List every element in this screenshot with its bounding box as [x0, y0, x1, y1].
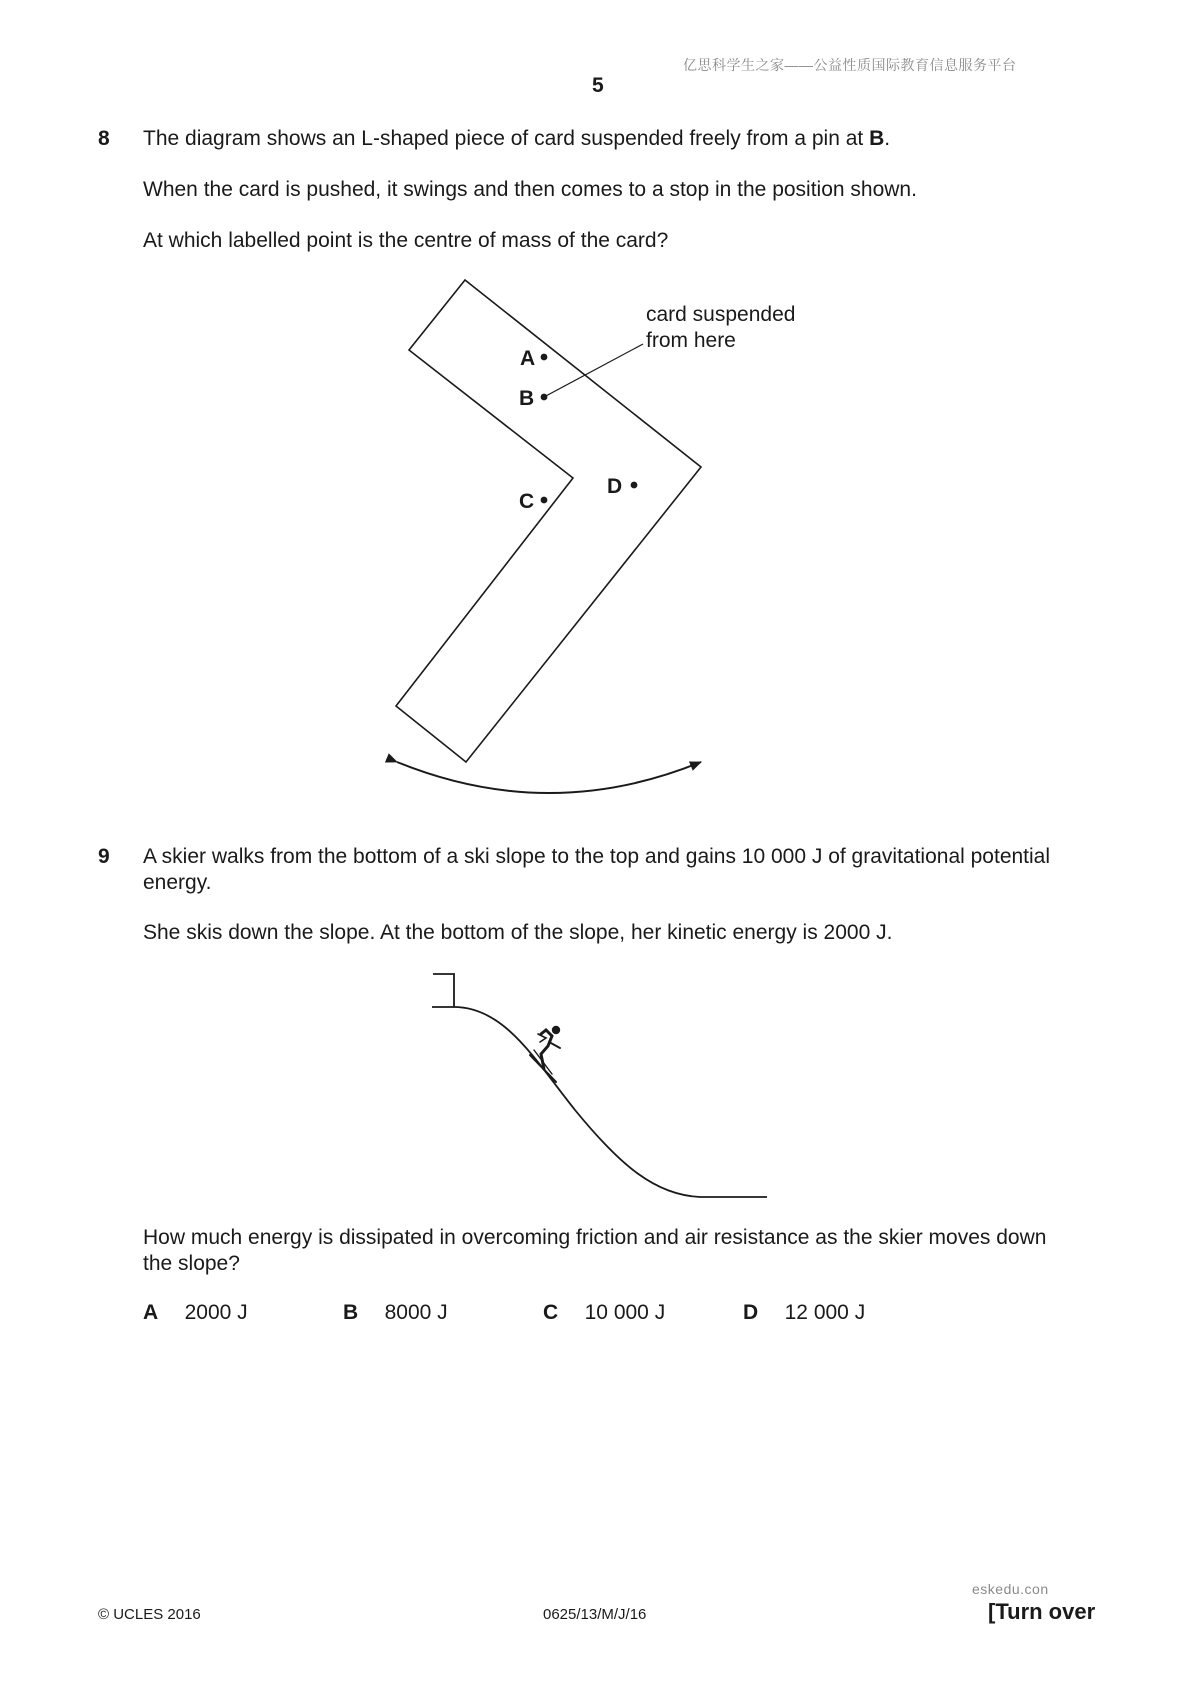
annotation-leader-line — [544, 344, 643, 397]
point-c-dot — [541, 497, 548, 504]
option-d-value: 12 000 J — [784, 1301, 866, 1324]
option-a[interactable] — [143, 1301, 248, 1325]
question-9-para1-line2: energy. — [143, 871, 212, 894]
point-b-dot — [541, 394, 548, 401]
question-9-para2: She skis down the slope. At the bottom of the slope, her kinetic energy is 2000 J. — [143, 921, 893, 944]
point-c-label: C — [519, 490, 535, 513]
page-number: 5 — [592, 74, 604, 97]
point-a-label: A — [520, 347, 536, 370]
option-a-letter: A — [143, 1301, 159, 1324]
option-a-value: 2000 J — [184, 1301, 248, 1324]
question-8-line1-text: The diagram shows an L-shaped piece of card suspended freely from a pin at — [143, 127, 870, 150]
question-8-number: 8 — [98, 127, 110, 150]
watermark-top: 亿思科学生之家——公益性质国际教育信息服务平台 — [683, 57, 1017, 73]
question-9-number: 9 — [98, 845, 110, 868]
footer-paper-code: 0625/13/M/J/16 — [543, 1606, 647, 1623]
l-shaped-card-diagram — [0, 0, 1190, 800]
option-b-value: 8000 J — [384, 1301, 448, 1324]
skier-figure — [530, 1026, 560, 1082]
question-9-question-line2: the slope? — [143, 1252, 240, 1275]
ski-slope-diagram — [0, 950, 1190, 1210]
option-c[interactable] — [543, 1301, 665, 1325]
question-8-line3: At which labelled point is the centre of mass of the card? — [143, 229, 669, 252]
option-c-letter: C — [543, 1301, 559, 1324]
option-c-value: 10 000 J — [584, 1301, 666, 1324]
turn-over-label: [Turn over — [988, 1599, 1096, 1624]
point-d-label: D — [607, 475, 623, 498]
question-8-line2: When the card is pushed, it swings and then comes to a stop in the position shown. — [143, 178, 917, 201]
swing-arrow — [397, 762, 701, 793]
point-a-dot — [541, 354, 548, 361]
slope-curve — [432, 1007, 767, 1197]
question-8-line1-pivot: B — [869, 127, 885, 150]
watermark-bottom: eskedu.con — [972, 1581, 1049, 1597]
question-9-para1-line1: A skier walks from the bottom of a ski slope to the top and gains 10 000 J of gravitational potential — [143, 845, 1051, 868]
point-d-dot — [631, 482, 638, 489]
footer-copyright: © UCLES 2016 — [98, 1606, 201, 1623]
card-outline — [396, 280, 701, 762]
option-d-letter: D — [743, 1301, 759, 1324]
annotation-line1: card suspended — [646, 303, 796, 326]
slope-top-step — [433, 974, 454, 1007]
question-9-question-line1: How much energy is dissipated in overcoming friction and air resistance as the skier moves down — [143, 1226, 1047, 1249]
annotation-line2: from here — [646, 329, 736, 352]
question-8-line1-end: . — [884, 127, 891, 150]
option-d[interactable] — [743, 1301, 865, 1325]
option-b[interactable] — [343, 1301, 448, 1325]
point-b-label: B — [519, 387, 535, 410]
option-b-letter: B — [343, 1301, 359, 1324]
